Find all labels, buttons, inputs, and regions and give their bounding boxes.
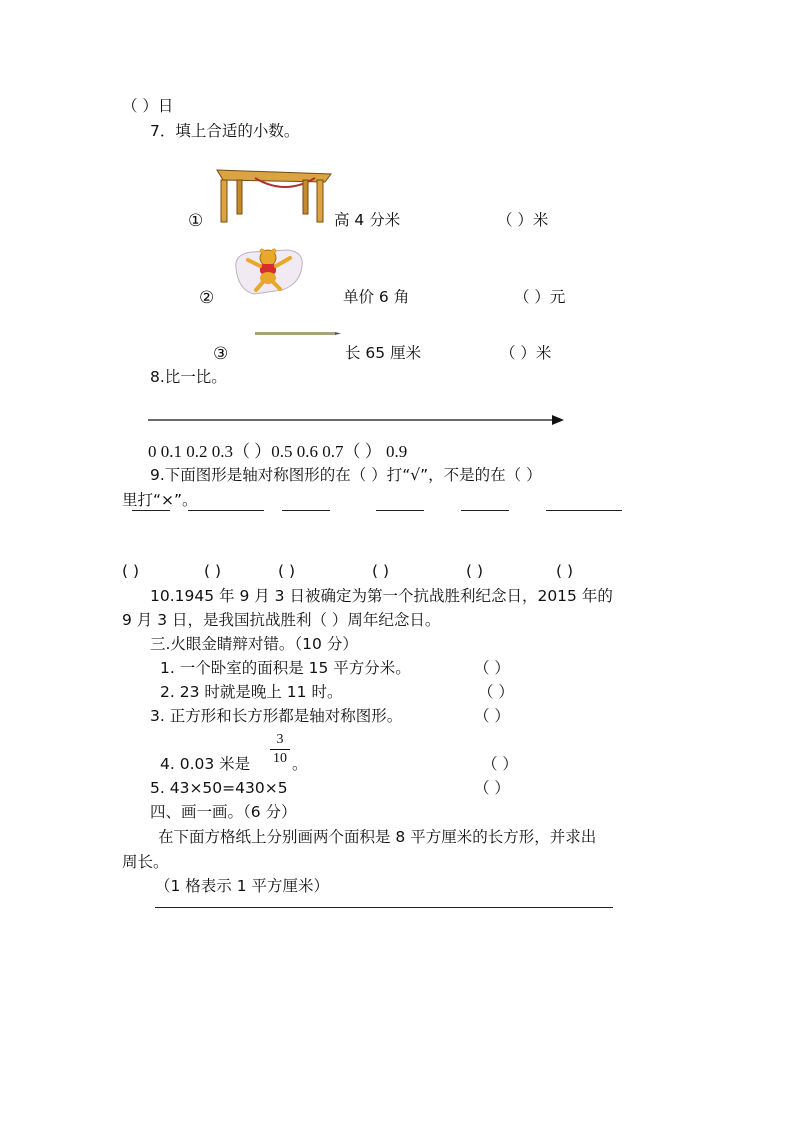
judge-item-4-tail: 。: [292, 755, 308, 773]
judge-bracket-3[interactable]: （ ）: [474, 707, 510, 725]
grid-paper-top-line: [155, 907, 613, 908]
pencil-icon: [255, 331, 341, 337]
eraser-bear-icon: [230, 240, 308, 298]
section-4-title: 四、画一画。（6 分）: [150, 803, 297, 821]
fraction-denominator: 10: [273, 751, 287, 766]
judge-item-3: 3. 正方形和长方形都是轴对称图形。: [150, 707, 403, 725]
judge-bracket-4[interactable]: （ ）: [482, 755, 518, 773]
number-line-arrow: [148, 414, 568, 426]
q10-line-1: 10.1945 年 9 月 3 日被确定为第一个抗战胜利纪念日，2015 年的: [150, 587, 613, 605]
q9-bracket-3[interactable]: ( ): [278, 562, 296, 580]
judge-bracket-2[interactable]: （ ）: [478, 683, 514, 701]
q9-bracket-1[interactable]: ( ): [122, 562, 140, 580]
figure-placeholder-line-6: [546, 510, 622, 511]
q9-line-2: 里打“×”。: [122, 491, 198, 509]
table-icon: [215, 168, 333, 224]
judge-item-5: 5. 43×50=430×5: [150, 779, 288, 797]
q7-answer-blank-1[interactable]: （ ）米: [497, 211, 549, 229]
q7-title: 7．填上合适的小数。: [150, 122, 300, 140]
q7-desc-3: 长 65 厘米: [345, 344, 422, 362]
q9-bracket-4[interactable]: ( ): [372, 562, 390, 580]
q7-desc-1: 高 4 分米: [334, 211, 401, 229]
judge-item-2: 2. 23 时就是晚上 11 时。: [160, 683, 343, 701]
figure-placeholder-line-4: [376, 510, 424, 511]
q7-marker-2: ②: [199, 288, 215, 308]
section-4-instruction-2: 周长。: [122, 853, 169, 871]
judge-bracket-1[interactable]: （ ）: [474, 659, 510, 677]
fraction-numerator: 3: [276, 732, 284, 747]
section-3-title: 三.火眼金睛辩对错。（10 分）: [150, 635, 358, 653]
fraction-bar: [270, 749, 290, 750]
section-4-instruction-1: 在下面方格纸上分别画两个面积是 8 平方厘米的长方形，并求出: [158, 828, 597, 846]
figure-placeholder-line-5: [461, 510, 509, 511]
date-blank-line: （ ）日: [122, 97, 174, 115]
q9-line-1: 9.下面图形是轴对称图形的在（ ）打“√”，不是的在（ ）: [150, 466, 542, 484]
q7-marker-1: ①: [188, 211, 204, 231]
q10-line-2: 9 月 3 日，是我国抗战胜利（ ）周年纪念日。: [122, 611, 441, 629]
fraction-3-10: [270, 733, 290, 766]
q7-marker-3: ③: [213, 344, 229, 364]
q9-bracket-6[interactable]: ( ): [556, 562, 574, 580]
figure-placeholder-line-3: [282, 510, 330, 511]
q7-answer-blank-2[interactable]: （ ）元: [514, 288, 566, 306]
figure-placeholder-line-1: [132, 510, 170, 511]
q8-title: 8.比一比。: [150, 368, 227, 386]
q9-bracket-2[interactable]: ( ): [204, 562, 222, 580]
q7-answer-blank-3[interactable]: （ ）米: [500, 344, 552, 362]
q9-bracket-5[interactable]: ( ): [466, 562, 484, 580]
judge-item-1: 1. 一个卧室的面积是 15 平方分米。: [160, 659, 411, 677]
q7-desc-2: 单价 6 角: [343, 288, 410, 306]
judge-bracket-5[interactable]: （ ）: [474, 779, 510, 797]
figure-placeholder-line-2: [188, 510, 264, 511]
number-line-labels: 0 0.1 0.2 0.3（ ）0.5 0.6 0.7（ ） 0.9: [148, 442, 408, 461]
judge-item-4: 4. 0.03 米是: [160, 755, 251, 773]
section-4-note: （1 格表示 1 平方厘米）: [155, 877, 330, 895]
